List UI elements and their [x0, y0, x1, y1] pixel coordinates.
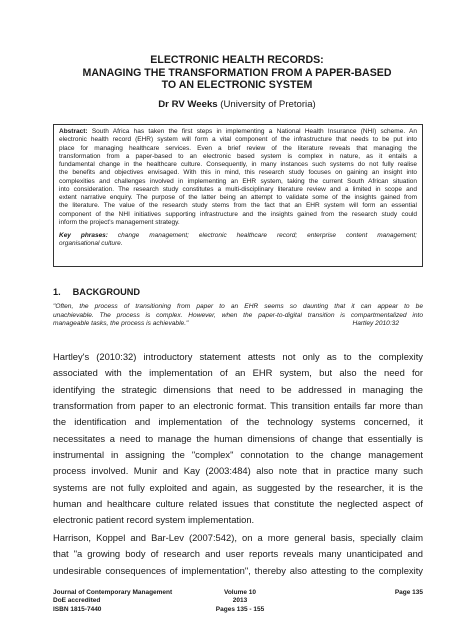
title-line: ELECTRONIC HEALTH RECORDS:: [150, 54, 324, 66]
abstract-line: the benefits and objectives envisaged. With this in mind, this research study focuses on gaining an insight into: [59, 169, 417, 177]
title-line: MANAGING THE TRANSFORMATION FROM A PAPER-BASED: [82, 66, 392, 79]
body-paragraph: [53, 530, 423, 579]
section-heading: [53, 287, 140, 297]
key-phrases: [59, 232, 417, 240]
body-paragraph: [53, 349, 423, 529]
abstract-line: transformation from a paper-based to an electronic based system is complex in nature, as it entails a: [59, 152, 417, 160]
abstract-line: component of the NHI initiatives supporting infrastructure and the insights gained from the research study could: [59, 210, 417, 218]
abstract-line: into consideration. The research study constitutes a multi-disciplinary literature review and a limited in scope and: [59, 185, 417, 193]
footer-page-number: [395, 589, 423, 597]
body-line: process involved. Munir and Kay (2003:484) also note that in practice many such: [53, 465, 423, 477]
body-line: identifying the strategic dimensions that need to be addressed in managing the: [53, 383, 423, 395]
abstract-line: electronic health record (EHR) system will form a vital component of the infrastructure that needs to be put into: [59, 136, 417, 144]
year: 2013: [232, 597, 248, 605]
body-line: human and healthcare culture related issues that constitute the neglected aspect of: [53, 498, 423, 510]
body-line: undesirable consequences of implementation", thereby also attesting to the complexity: [53, 564, 423, 576]
abstract-line: extent narrative enquiry. The purpose of the latter being an attempt to validate some of the insights gained from: [59, 194, 417, 201]
abstract-line: fundamental change in the healthcare culture. Consequently, in many instances such systems do not fully realise: [59, 161, 417, 168]
body-line: Hartley's (2010:32) introductory statement attests not only as to the complexity: [53, 351, 423, 362]
quote-line: "Often, the process of transitioning from paper to an EHR seems so daunting that it can appear to be: [53, 303, 423, 310]
body-line: systems are not fully exploited and again, as suggested by the researcher, it is the: [53, 481, 423, 493]
issn: ISBN 1815-7440: [53, 605, 102, 613]
title-line: TO AN ELECTRONIC SYSTEM: [161, 79, 313, 92]
body-line: electronic patient record system implementation.: [53, 514, 255, 526]
key-phrases-label: Key phrases:: [59, 232, 108, 239]
journal-name: Journal of Contemporary Management: [53, 589, 173, 596]
article-title: [40, 54, 434, 92]
body-line: necessitates a need to manage the human dimensions of change that essentially is: [53, 432, 423, 444]
footer-journal-info: [53, 589, 172, 614]
abstract-line: South Africa has taken the first steps in implementing a National Health Insurance (NHI) scheme. An: [91, 128, 417, 135]
page-footer: [53, 589, 423, 621]
body-line: instrumental in assigning the "complex" connotation to the change management: [53, 449, 423, 461]
abstract-line: inform the project's management strategy.: [59, 218, 180, 226]
page-range: Pages 135 - 155: [215, 605, 265, 613]
quote-line: unachievable. The process is complex. However, when the paper-to-digital transition is compartmentalized into: [53, 311, 423, 319]
body-line: that "a growing body of research and user reports reveals many unanticipated and: [53, 548, 423, 560]
section-title: BACKGROUND: [72, 287, 141, 297]
author-affiliation: (University of Pretoria): [220, 99, 316, 110]
abstract-line: the literature. The value of the research study stems from the fact that an EHR system will form an essential: [59, 202, 417, 210]
author-line: [40, 99, 434, 111]
quote-line: manageable tasks, the process is achievable.": [53, 320, 189, 328]
abstract-line: place for managing healthcare services. Even a brief review of the literature reveals that managing the: [59, 144, 417, 152]
author-name: Dr RV Weeks: [158, 99, 218, 110]
key-phrases-text: organisational culture.: [59, 240, 123, 248]
page-number: Page 135: [394, 589, 423, 596]
body-line: associated with the implementation of an EHR system, but also the need for: [53, 367, 423, 379]
body-line: transformation from paper to an electronic format. This transition entails far more than: [53, 400, 423, 412]
abstract-label: Abstract:: [59, 128, 88, 135]
abstract-line: complexities and challenges involved in implementing an EHR system, taking the current South African situation: [59, 177, 417, 185]
quote-attribution: Hartley 2010:32: [352, 320, 399, 328]
abstract-box: [53, 124, 423, 267]
section-number: 1.: [53, 287, 61, 297]
volume: Volume 10: [223, 589, 257, 596]
accreditation: DoE accredited: [53, 597, 101, 605]
epigraph-quote: [53, 303, 423, 329]
key-phrases-text: change management; electronic healthcare record; enterprise content management;: [117, 232, 417, 239]
body-line: Harrison, Koppel and Bar-Lev (2007:542), on a more general basis, specially claim: [53, 532, 423, 543]
footer-volume-info: [216, 589, 264, 614]
body-line: the identification and implementation of the technology systems concerned, it: [53, 416, 423, 428]
